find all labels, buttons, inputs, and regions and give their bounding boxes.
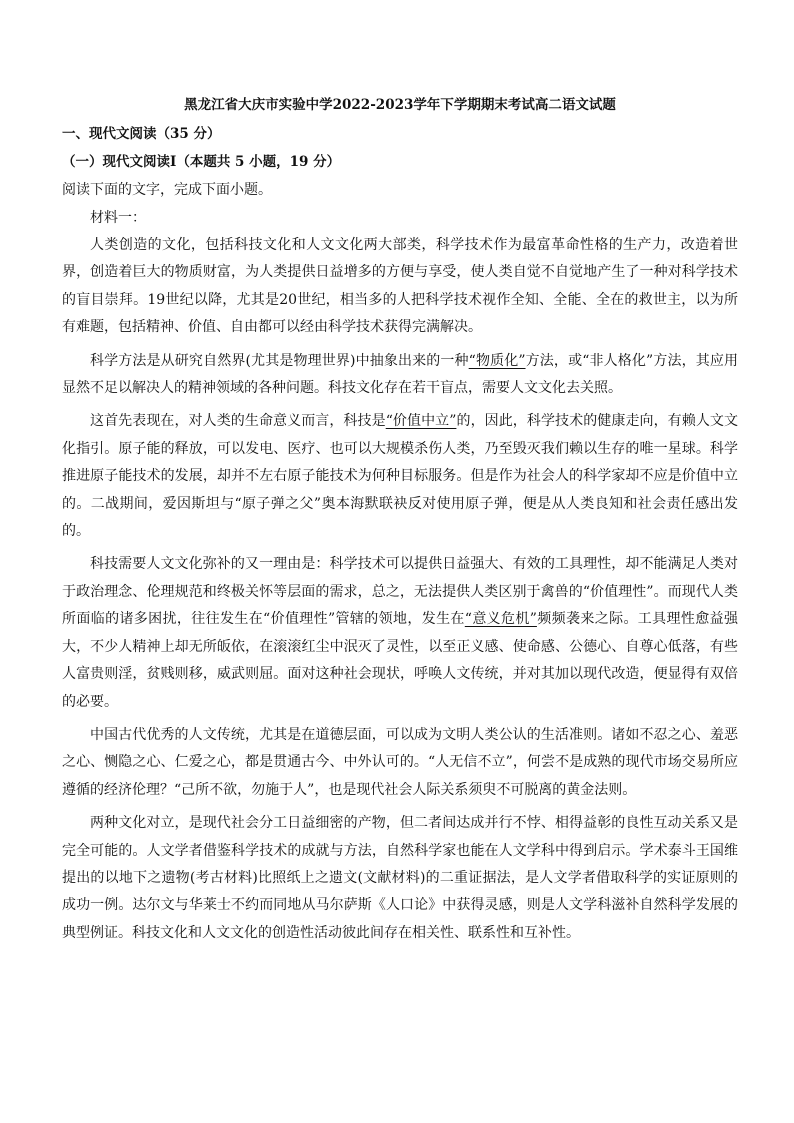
section-heading: 一、现代文阅读（35 分） (62, 126, 221, 142)
paragraph-6: 两种文化对立，是现代社会分工日益细密的产物，但二者间达成并行不悖、相得益彰的良性互动关系又是完全可能的。人文学者借鉴科学技术的成就与方法，自然科学家也能在人文学科中得到启示。学术泰斗王国维提出的以地下之遗物(考古材料)比照纸上之遗文(文献材料)的二重证据法，是人文学者借取科学的实证原则的成功一例。达尔文与华莱士不约而同地从马尔萨斯《人口论》中获得灵感，则是人文学科滋补自然科学发展的典型例证。科技文化和人文文化的创造性活动彼此间存在相关性、联系性和互补性。 (62, 815, 738, 941)
paragraph-4-text-b: 频频袭来之际。工具理性愈益强大，不少人精神上却无所皈依，在滚滚红尘中泯灭了灵性，以至正义感、使命感、公德心、自尊心低落，有些人富贵则淫，贫贱则移，威武则屈。面对这种社会现状，呼唤人文传统，并对其加以现代改造，便显得有双倍的必要。 (62, 611, 738, 710)
exam-title: 黑龙江省大庆市实验中学2022-2023学年下学期期末考试高二语文试题 (184, 97, 616, 113)
paragraph-4 (62, 551, 738, 715)
paragraph-5: 中国古代优秀的人文传统，尤其是在道德层面，可以成为文明人类公认的生活准则。诸如不忍之心、羞恶之心、恻隐之心、仁爱之心，都是贯通古今、中外认可的。“人无信不立”，何尝不是成熟的现代市场交易所应遵循的经济伦理？“己所不欲，勿施于人”，也是现代社会人际关系须臾不可脱离的黄金法则。 (62, 726, 738, 798)
paragraph-1: 人类创造的文化，包括科技文化和人文文化两大部类，科学技术作为最富革命性格的生产力，改造着世界，创造着巨大的物质财富，为人类提供日益增多的方便与享受，使人类自觉不自觉地产生了一种对科学技术的盲目崇拜。19世纪以降，尤其是20世纪，相当多的人把科学技术视作全知、全能、全在的救世主，以为所有难题，包括精神、价值、自由都可以经由科学技术获得完满解决。 (62, 237, 738, 336)
paragraph-4-text-a: 科技需要人文文化弥补的又一理由是：科学技术可以提供日益强大、有效的工具理性，却不能满足人类对于政治理念、伦理规范和终极关怀等层面的需求，总之，无法提供人类区别于禽兽的“价值理性”。而现代人类所面临的诸多困扰，往往发生在“价值理性”管辖的领地，发生在 (62, 556, 738, 628)
instruction-text: 阅读下面的文字，完成下面小题。 (62, 182, 272, 198)
paragraph-2 (62, 348, 738, 403)
paragraph-3-text-b: 的，因此，科学技术的健康走向，有赖人文文化指引。原子能的释放，可以发电、医疗、也可以大规模杀伤人类，乃至毁灭我们赖以生存的唯一星球。科学推进原子能技术的发展，却并不左右原子能技术为何种目标服务。但是作为社会人的科学家却不应是价值中立的。二战期间，爱因斯坦与“原子弹之父”奥本海默联袂反对使用原子弹，便是从人类良知和社会责任感出发的。 (62, 413, 739, 540)
sub-heading: （一）现代文阅读Ⅰ（本题共 5 小题，19 分） (62, 154, 341, 170)
material-label: 材料一： (90, 210, 146, 226)
paragraph-2-text-b: 方法，或“非人格化”方法，其应用显然不足以解决人的精神领域的各种问题。科技文化存在若干盲点，需要人文文化去关照。 (62, 352, 738, 397)
paragraph-3 (62, 408, 738, 545)
underlined-term-material: “物质化” (468, 352, 526, 369)
paragraph-2-text-a: 科学方法是从研究自然界(尤其是物理世界)中抽象出来的一种 (90, 352, 469, 369)
underlined-term-meaning-crisis: “意义危机” (464, 611, 537, 628)
paragraph-3-text-a: 这首先表现在，对人类的生命意义而言，科技是 (90, 413, 386, 430)
underlined-term-value-neutral: “价值中立” (385, 413, 457, 430)
